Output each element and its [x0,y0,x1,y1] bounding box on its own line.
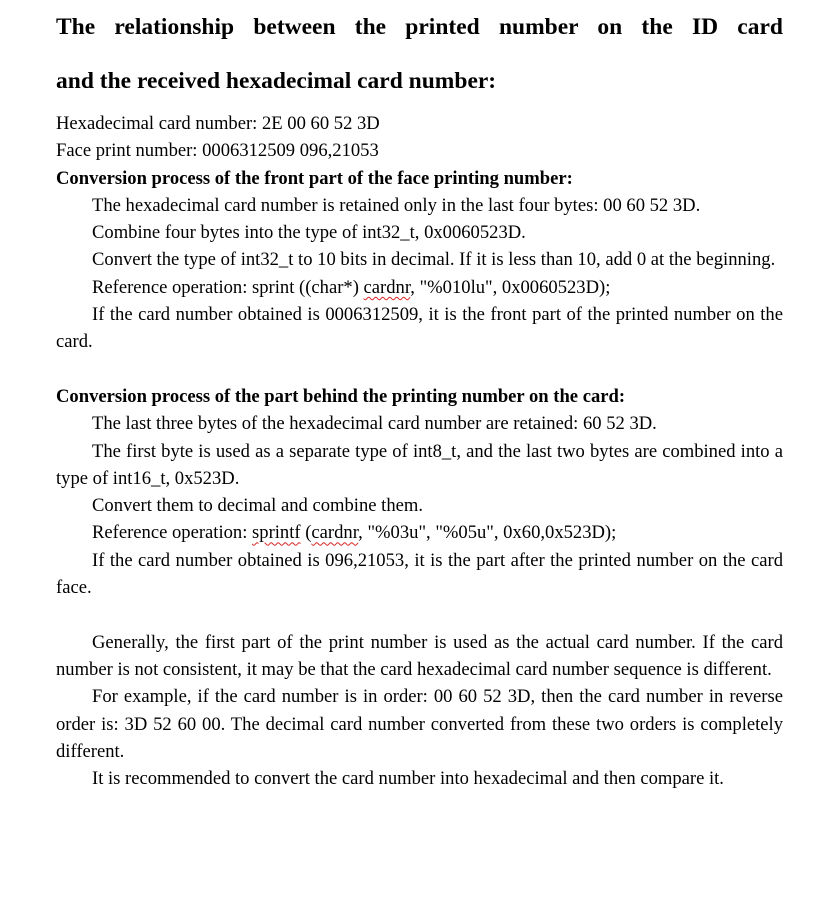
spellcheck-flag-sprintf: sprintf [252,522,301,544]
front-paragraph-2: Combine four bytes into the type of int32_t, 0x0060523D. [92,222,526,244]
face-print-number-line: Face print number: 0006312509 096,21053 [56,140,379,162]
behind-ref-text-after: , "%03u", "%05u", 0x60,0x523D); [358,522,617,544]
front-paragraph-1: The hexadecimal card number is retained only in the last four bytes: 00 60 52 3D. [92,194,701,216]
notes-paragraph-2: For example, if the card number is in order: 00 60 52 3D, then the card number in reverse order is: 3D 52 60 00. The decimal card number converted from these two orders is completely different. [56,686,783,762]
behind-paragraph-5: If the card number obtained is 096,21053, it is the part after the printed number on the card face. [56,549,783,599]
front-section-heading: Conversion process of the front part of the face printing number: [56,167,573,189]
notes-paragraph-3: It is recommended to convert the card number into hexadecimal and then compare it. [92,768,724,790]
hex-card-number-line: Hexadecimal card number: 2E 00 60 52 3D [56,113,380,134]
spellcheck-flag-cardnr: cardnr [363,276,411,298]
document-body [56,0,783,792]
front-ref-text-after: , "%010lu", 0x0060523D); [410,276,611,298]
behind-paragraph-4 [56,519,783,546]
behind-section-heading: Conversion process of the part behind the printing number on the card: [56,385,626,407]
title-line-1: The relationship between the printed number on the ID card [56,14,783,40]
front-ref-text-before: Reference operation: sprint ((char*) [92,276,364,298]
front-paragraph-5: If the card number obtained is 0006312509, it is the front part of the printed number on the card. [56,304,783,353]
front-paragraph-3: Convert the type of int32_t to 10 bits in decimal. If it is less than 10, add 0 at the beginning. [92,249,776,271]
notes-paragraph-1: Generally, the first part of the print number is used as the actual card number. If the card number is not consistent, it may be that the card hexadecimal card number sequence is different. [56,631,783,680]
spellcheck-flag-cardnr-2: cardnr [311,522,359,544]
paragraph-gap-2 [56,601,783,628]
behind-paragraph-3: Convert them to decimal and combine them. [92,495,423,517]
front-paragraph-4 [56,274,783,301]
behind-ref-text-before: Reference operation: [92,522,253,544]
document-title [56,0,783,108]
behind-paragraph-2: The first byte is used as a separate type of int8_t, and the last two bytes are combined into a type of int16_t, 0x523D. [56,440,783,489]
behind-ref-text-mid: ( [300,522,312,544]
paragraph-gap [56,356,783,383]
title-line-2: and the received hexadecimal card number: [56,68,497,94]
behind-paragraph-1: The last three bytes of the hexadecimal card number are retained: 60 52 3D. [92,413,657,435]
